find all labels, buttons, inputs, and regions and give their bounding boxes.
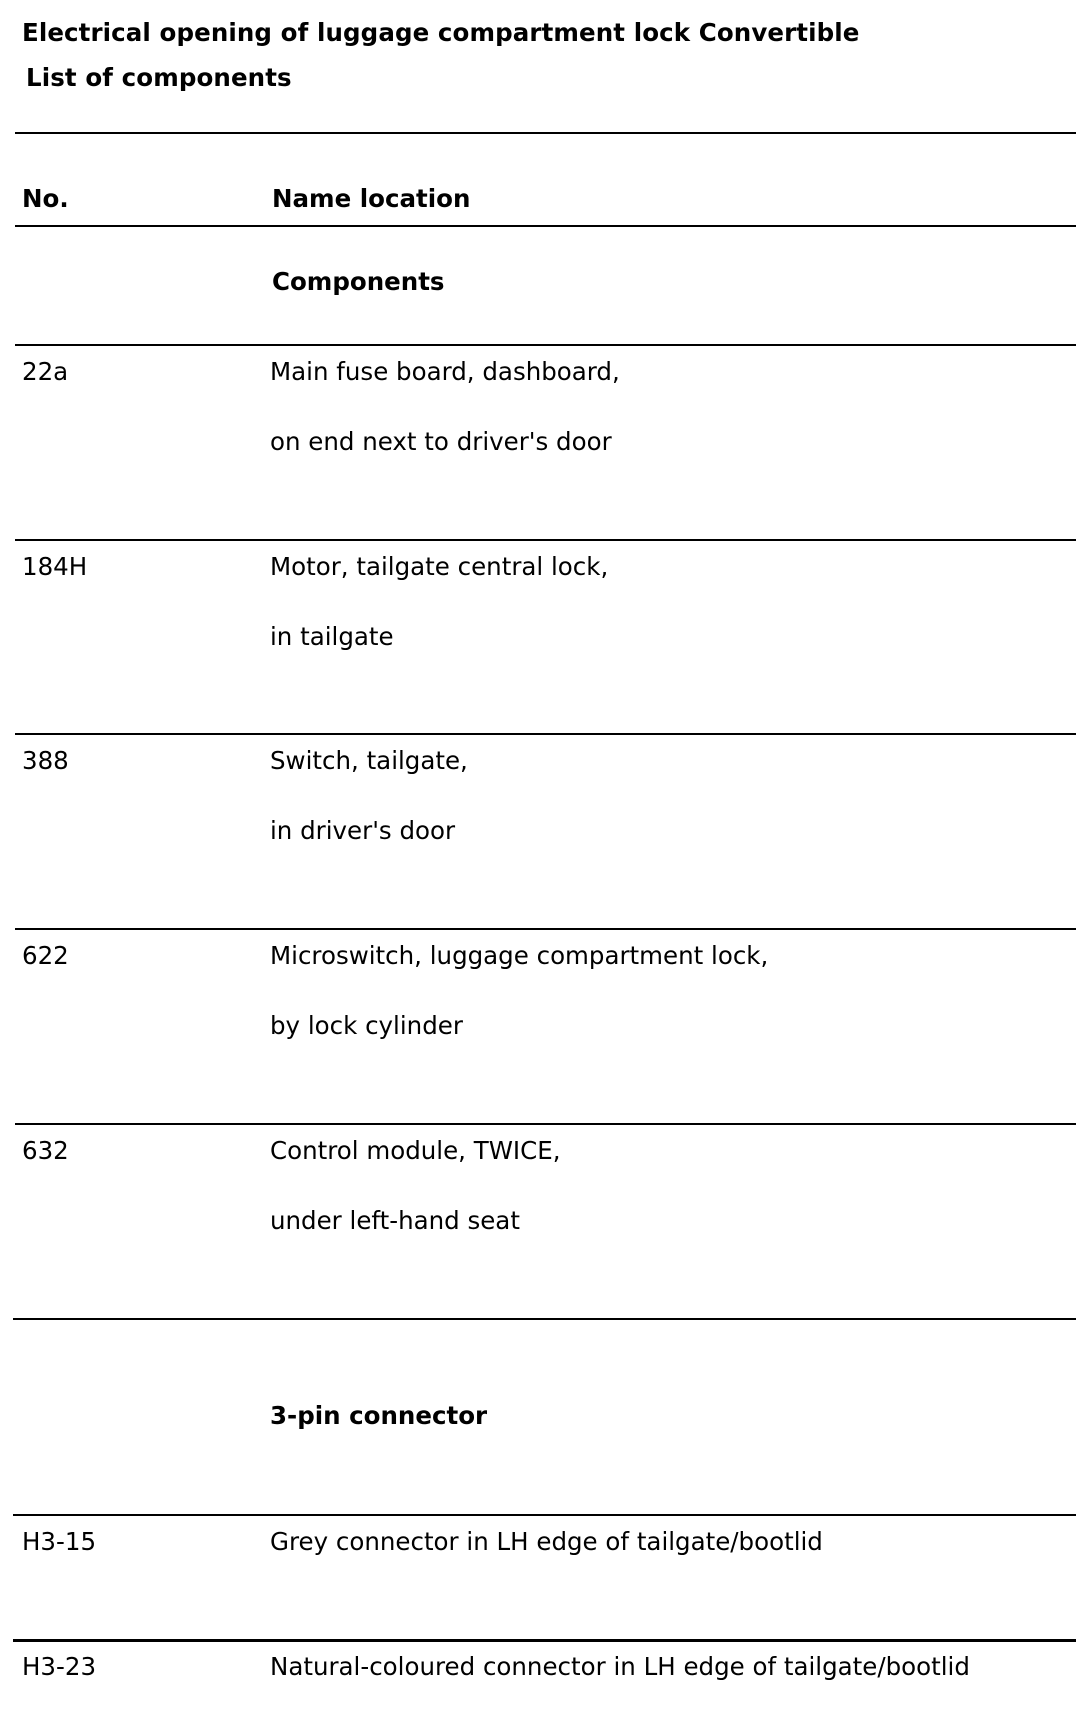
divider <box>13 1318 1076 1320</box>
row-number: 184H <box>22 552 88 581</box>
row-name: Grey connector in LH edge of tailgate/bootlid <box>270 1527 823 1556</box>
divider <box>15 132 1076 134</box>
row-number: 632 <box>22 1136 69 1165</box>
section-heading-components: Components <box>272 267 445 296</box>
row-name: Microswitch, luggage compartment lock, <box>270 941 769 970</box>
section-heading-connector: 3-pin connector <box>270 1401 488 1430</box>
row-name: Switch, tailgate, <box>270 746 468 775</box>
divider <box>15 733 1076 735</box>
row-number: H3-23 <box>22 1652 97 1681</box>
divider <box>15 928 1076 930</box>
page-title: Electrical opening of luggage compartment lock Convertible <box>22 18 860 47</box>
row-name: Control module, TWICE, <box>270 1136 561 1165</box>
column-header-no: No. <box>22 184 69 213</box>
row-location: on end next to driver's door <box>270 427 612 456</box>
divider <box>13 1514 1076 1516</box>
divider <box>15 344 1076 346</box>
row-name: Main fuse board, dashboard, <box>270 357 620 386</box>
row-number: 388 <box>22 746 69 775</box>
divider <box>15 1123 1076 1125</box>
column-header-name: Name location <box>272 184 471 213</box>
row-name: Natural-coloured connector in LH edge of tailgate/bootlid <box>270 1652 970 1681</box>
row-location: by lock cylinder <box>270 1011 463 1040</box>
row-location: in tailgate <box>270 622 394 651</box>
row-number: H3-15 <box>22 1527 97 1556</box>
divider <box>15 225 1076 227</box>
row-number: 22a <box>22 357 69 386</box>
divider <box>13 1639 1076 1642</box>
row-location: under left-hand seat <box>270 1206 520 1235</box>
row-name: Motor, tailgate central lock, <box>270 552 609 581</box>
page-subtitle: List of components <box>26 63 292 92</box>
row-number: 622 <box>22 941 69 970</box>
row-location: in driver's door <box>270 816 456 845</box>
divider <box>15 539 1076 541</box>
